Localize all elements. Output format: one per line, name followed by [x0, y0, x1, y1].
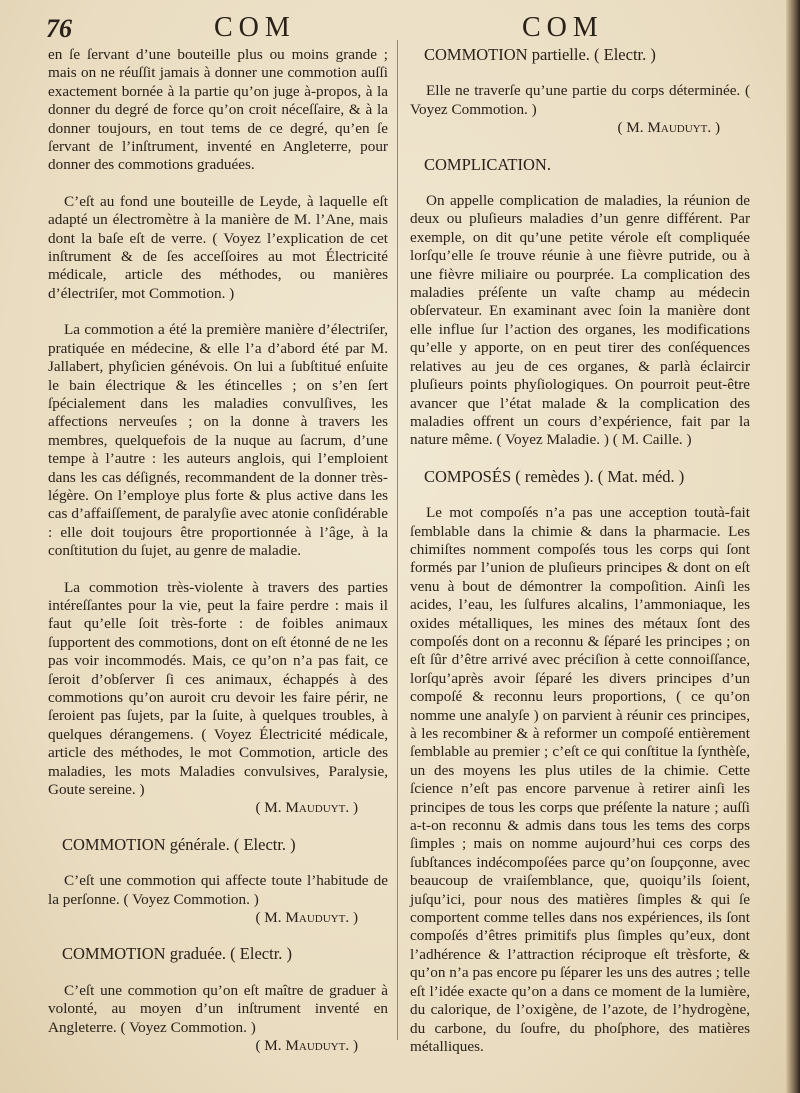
column-divider — [397, 40, 398, 1040]
body-paragraph: Le mot compoſés n’a pas une acception toutà-fait ſemblable dans la chimie & dans la pharmacie. Les chimiſtes nomment compoſés tous les corps qui ſont formés par l’union de pluſieurs principes & dont on eſt venu à bout de démontrer la compoſition. Ainſi les acides, l’eau, les ſulfures alcalins, l’ammoniaque, les oxides métalliques, les mines des métaux ſont des compoſés dont on a reconnu & ſéparé les principes ; on eſt ſûr d’être arrivé avec préciſion à cette connoiſſance, lorſqu’après avoir ſéparé les divers principes d’un compoſé & reconnu leurs proportions, ( ce qu’on nomme une analyſe ) on parvient à réunir ces principes, à les recombiner & à reformer un compoſé entièrement ſemblable au premier ; c’eſt ce qui conſtitue la ſynthèſe, un des moyens les plus utiles de la chimie. Cette ſcience n’eſt pas encore parvenue à retirer ainſi les principes de tous les corps que préſente la nature ; auſſi a-t-on reconnu & admis dans tous les tems des corps ſimples ; mais on nomme aujourd’hui ces corps des ſubſtances indécompoſées parce qu’on ſoupçonne, avec beaucoup de vraiſemblance, que, quoiqu’ils ſoient, juſqu’ici, pour nous des matières ſimples & qui ſe comportent comme telles dans nos expériences, ils ſont compoſés d’êtres primitifs plus ſimples qu’eux, dont l’adhérence & l’attraction réciproque eſt trèsforte, & qu’on n’a pas encore pu ſéparer les uns des autres ; telle eſt l’idée exacte qu’on a dans ce moment de la lumière, du calorique, de l’oxigène, de l’azote, de l’hydrogène, du carbone, du ſoufre, du phoſphore, des matières métalliques. — [410, 504, 750, 1055]
body-paragraph: Elle ne traverſe qu’une partie du corps déterminée. ( Voyez Commotion. ) — [410, 82, 750, 118]
body-paragraph: La commotion a été la première manière d’électriſer, pratiquée en médecine, & elle l’a d’abord été par M. Jallabert, phyſicien génévois. On lui a ſubſtitué enſuite le bain électrique & les étincelles ; on s’en ſert ſpécialement dans les maladies convulſives, les affections nerveuſes ; on la donne à travers les membres, quelquefois de la nuque au ſacrum, d’une tempe à l’autre : les auteurs anglois, qui l’emploient dans les cas déſignés, recommandent de la donner très-légère. On l’employe plus forte & plus active dans les cas d’affaiſſement, de paralyſie avec atonie conſidérable : elle doit toujours être proportionnée à l’âge, à la conſtitution du ſujet, au genre de maladie. — [48, 321, 388, 560]
body-paragraph: C’eſt au fond une bouteille de Leyde, à laquelle eſt adapté un électromètre à la manière de M. l’Ane, mais dont la baſe eſt de verre. ( Voyez l’explication de cet inſtrument & de ſes acceſſoires au mot Électricité médicale, article des méthodes, ou manières d’électriſer, mot Commotion. ) — [48, 192, 388, 302]
body-paragraph: On appelle complication de maladies, la réunion de deux ou pluſieurs maladies d’un genre différent. Par exemple, on dit qu’une petite vérole eſt compliquée lorſqu’elle ſe trouve réunie à une fièvre putride, ou à une fièvre miliaire ou pourprée. La complication des maladies préſente un vaſte champ au médecin obſervateur. En examinant avec ſoin la manière dont elle influe ſur l’action des organes, les modifications qu’elle y apporte, on en peut tirer des conſéquences relatives au jeu de ces organes, & parlà éclaircir pluſieurs points phyſiologiques. On pourroit peut-être avancer que l’état malade & la complication des maladies offrent un cours d’expérience, fait par la nature même. ( Voyez Maladie. ) ( M. Caille. ) — [410, 192, 750, 449]
paragraph-gap — [410, 138, 750, 156]
body-paragraph: en ſe ſervant d’une bouteille plus ou moins grande ; mais on ne réuſſit jamais à donner une commotion auſſi exactement bornée à la partie qu’on juge à-propos, à la donner du degré de force qu’on croit néceſſaire, & à la donner toujours, en tout tems de ce degré, qu’en ſe ſervant de l’inſtrument, inventé en Angleterre, pour donner des commotions graduées. — [48, 46, 388, 174]
running-head-right: COM — [522, 12, 604, 43]
paragraph-gap — [48, 175, 388, 193]
paragraph-gap — [48, 818, 388, 836]
paragraph-gap — [48, 303, 388, 321]
paragraph-gap — [410, 486, 750, 504]
paragraph-gap — [48, 561, 388, 579]
right-column — [410, 46, 750, 1056]
article-heading: COMPOSÉS ( remèdes ). ( Mat. méd. ) — [424, 466, 685, 486]
body-paragraph: C’eſt une commotion qu’on eſt maître de graduer à volonté, au moyen d’un inſtrument inventé en Angleterre. ( Voyez Commotion. ) — [48, 981, 388, 1036]
body-paragraph: La commotion très-violente à travers des parties intéreſſantes pour la vie, peut la faire perdre : mais il faut qu’elle ſoit très-forte : de foibles animaux ſupportent des commotions, dont on eſt étonné de ne les pas voir incommodés. Mais, ce qu’on n’a pas fait, ce ſeroit d’obſerver ſi ces animaux, échappés à des commotions qu’on auroit cru devoir les faire périr, ne ſeroient pas ſujets, par la ſuite, à quelques troubles, à quelques dérangemens. ( Voyez Électricité médicale, article des méthodes, le mot Commotion, article des maladies, les mots Maladies convulsives, Paralysie, Goute sereine. ) — [48, 578, 388, 799]
page-edge-shadow — [786, 0, 800, 1093]
paragraph-gap — [48, 964, 388, 982]
article-heading: COMMOTION partielle. ( Electr. ) — [424, 45, 656, 64]
author-signature: ( M. Mauduyt. ) — [617, 119, 720, 137]
paragraph-gap — [48, 927, 388, 945]
article-heading: COMMOTION générale. ( Electr. ) — [62, 834, 296, 854]
article-heading: COMPLICATION. — [424, 154, 551, 174]
author-signature: ( M. Mauduyt. ) — [255, 799, 358, 817]
body-paragraph: C’eſt une commotion qui affecte toute l’habitude de la perſonne. ( Voyez Commotion. ) — [48, 872, 388, 908]
paragraph-gap — [48, 854, 388, 872]
paragraph-gap — [410, 174, 750, 192]
left-column — [48, 46, 388, 1056]
author-signature: ( M. Mauduyt. ) — [255, 909, 358, 927]
paragraph-gap — [410, 450, 750, 468]
page-number: 76 — [46, 14, 72, 43]
article-heading: COMMOTION graduée. ( Electr. ) — [62, 944, 293, 964]
paragraph-gap — [410, 64, 750, 82]
running-head-left: COM — [214, 12, 296, 43]
author-signature: ( M. Mauduyt. ) — [255, 1037, 358, 1055]
